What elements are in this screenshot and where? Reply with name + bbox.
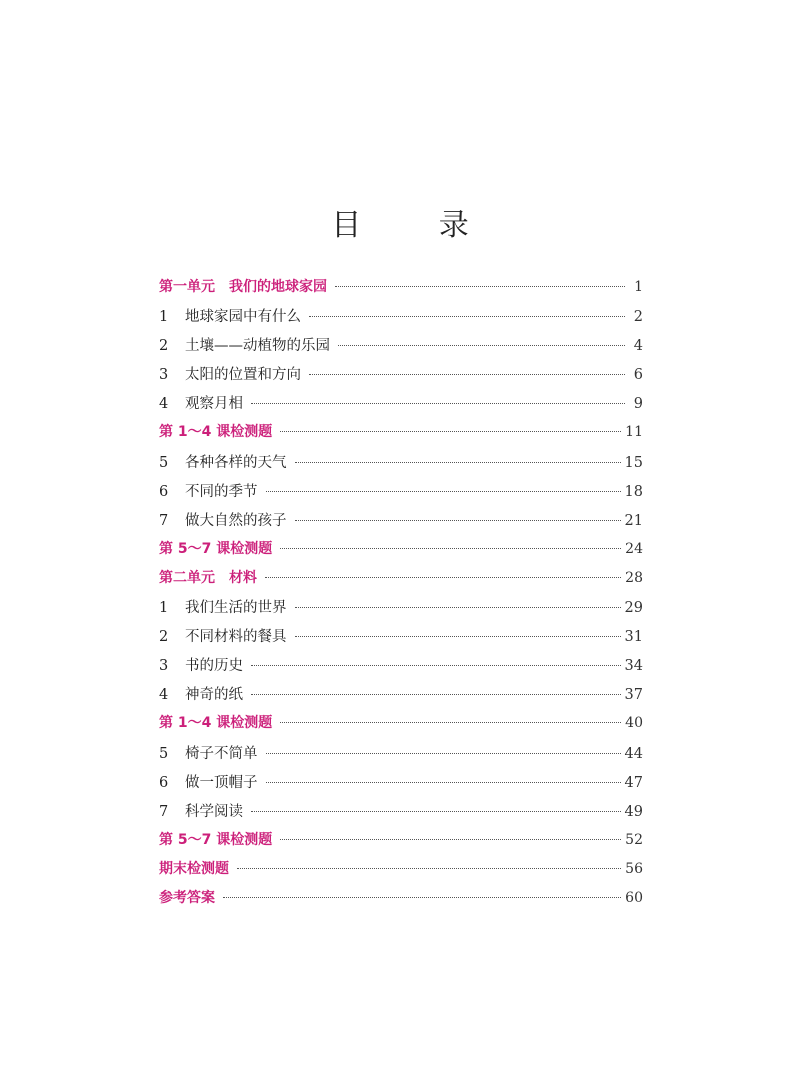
toc-entry-title: 各种各样的天气 [185,454,287,471]
toc-entry-title: 第一单元 我们的地球家园 [159,279,327,295]
dot-leader [266,782,621,783]
toc-page-number: 60 [625,889,643,906]
toc-lesson-row[interactable] [159,509,643,538]
dot-leader [309,316,625,317]
toc-entry-title: 第 1～4 课检测题 [159,715,273,732]
toc-entry-title: 土壤——动植物的乐园 [185,338,330,355]
toc-heading-row[interactable] [159,887,643,916]
toc-lesson-number: 5 [159,454,169,471]
toc-entry-title: 太阳的位置和方向 [185,367,301,384]
toc-lesson-row[interactable] [159,771,643,800]
toc-lesson-row[interactable] [159,654,643,683]
toc-lesson-number: 7 [159,803,169,820]
toc-lesson-row[interactable] [159,480,643,509]
toc-page-number: 2 [633,309,643,326]
toc-lesson-row[interactable] [159,363,643,392]
toc-page-number: 52 [625,831,643,848]
dot-leader [266,753,621,754]
toc-page-number: 56 [625,860,643,877]
toc-page-number: 24 [625,540,643,557]
toc-lesson-number: 2 [159,338,169,355]
dot-leader [338,345,625,346]
toc-entry-title: 椅子不简单 [185,745,258,762]
toc-heading-row[interactable] [159,538,643,567]
toc-entry-title: 做一顶帽子 [185,774,258,791]
toc-heading-row[interactable] [159,858,643,887]
toc-entry-title: 参考答案 [159,889,215,906]
toc-entry-title: 第二单元 材料 [159,569,257,586]
toc-heading-row[interactable] [159,567,643,596]
toc-entry-title: 期末检测题 [159,860,229,877]
toc-page-number: 11 [625,424,643,441]
dot-leader [295,462,621,463]
toc-page-number: 6 [633,367,643,384]
toc-lesson-number: 1 [159,309,169,326]
toc-page-number: 34 [624,658,643,675]
toc-lesson-row[interactable] [159,451,643,480]
dot-leader [266,491,621,492]
toc-lesson-number: 7 [159,512,169,529]
dot-leader [251,811,621,812]
dot-leader [280,548,621,549]
toc-heading-row[interactable] [159,712,643,741]
toc-entry-title: 不同材料的餐具 [185,629,287,646]
toc-entry-title: 书的历史 [185,658,243,675]
toc-entry-title: 第 5～7 课检测题 [159,831,273,848]
table-of-contents [159,276,643,916]
dot-leader [251,694,621,695]
dot-leader [280,722,621,723]
toc-lesson-row[interactable] [159,392,643,421]
toc-entry-title: 神奇的纸 [185,687,243,704]
toc-page-number: 4 [633,338,643,355]
toc-heading-row[interactable] [159,829,643,858]
toc-entry-title: 第 5～7 课检测题 [159,540,273,557]
toc-lesson-number: 3 [159,658,169,675]
toc-page-number: 40 [625,715,643,732]
dot-leader [223,897,621,898]
toc-lesson-row[interactable] [159,742,643,771]
toc-lesson-row[interactable] [159,334,643,363]
dot-leader [237,868,621,869]
toc-lesson-row[interactable] [159,800,643,829]
dot-leader [280,431,621,432]
toc-lesson-number: 4 [159,687,169,704]
toc-entry-title: 地球家园中有什么 [185,309,301,326]
toc-lesson-number: 6 [159,774,169,791]
dot-leader [265,577,621,578]
toc-page-number: 49 [624,803,643,820]
toc-page-number: 28 [625,569,643,586]
dot-leader [295,520,621,521]
toc-entry-title: 我们生活的世界 [185,600,287,617]
toc-lesson-number: 2 [159,629,169,646]
toc-lesson-number: 4 [159,396,169,413]
toc-page-number: 29 [624,600,643,617]
toc-heading-row[interactable] [159,421,643,450]
toc-page-number: 31 [624,629,643,646]
dot-leader [251,403,625,404]
toc-page-number: 37 [624,687,643,704]
dot-leader [295,607,621,608]
toc-entry-title: 观察月相 [185,396,243,413]
toc-page-number: 47 [624,774,643,791]
toc-page-number: 18 [624,483,643,500]
toc-page-number: 21 [624,512,643,529]
toc-entry-title: 不同的季节 [185,483,258,500]
toc-lesson-row[interactable] [159,596,643,625]
dot-leader [335,286,625,287]
toc-page-number: 1 [634,279,643,295]
dot-leader [280,839,621,840]
toc-heading-row[interactable] [159,276,643,305]
toc-page-number: 9 [633,396,643,413]
page-title: 目 录 [331,208,503,243]
dot-leader [295,636,621,637]
toc-lesson-number: 6 [159,483,169,500]
toc-lesson-number: 5 [159,745,169,762]
dot-leader [251,665,621,666]
toc-lesson-number: 3 [159,367,169,384]
toc-page-number: 44 [624,745,643,762]
toc-lesson-number: 1 [159,600,169,617]
toc-lesson-row[interactable] [159,305,643,334]
toc-page-number: 15 [624,454,643,471]
toc-entry-title: 做大自然的孩子 [185,512,287,529]
toc-entry-title: 第 1～4 课检测题 [159,424,273,441]
dot-leader [309,374,625,375]
toc-lesson-row[interactable] [159,625,643,654]
toc-lesson-row[interactable] [159,683,643,712]
toc-entry-title: 科学阅读 [185,803,243,820]
